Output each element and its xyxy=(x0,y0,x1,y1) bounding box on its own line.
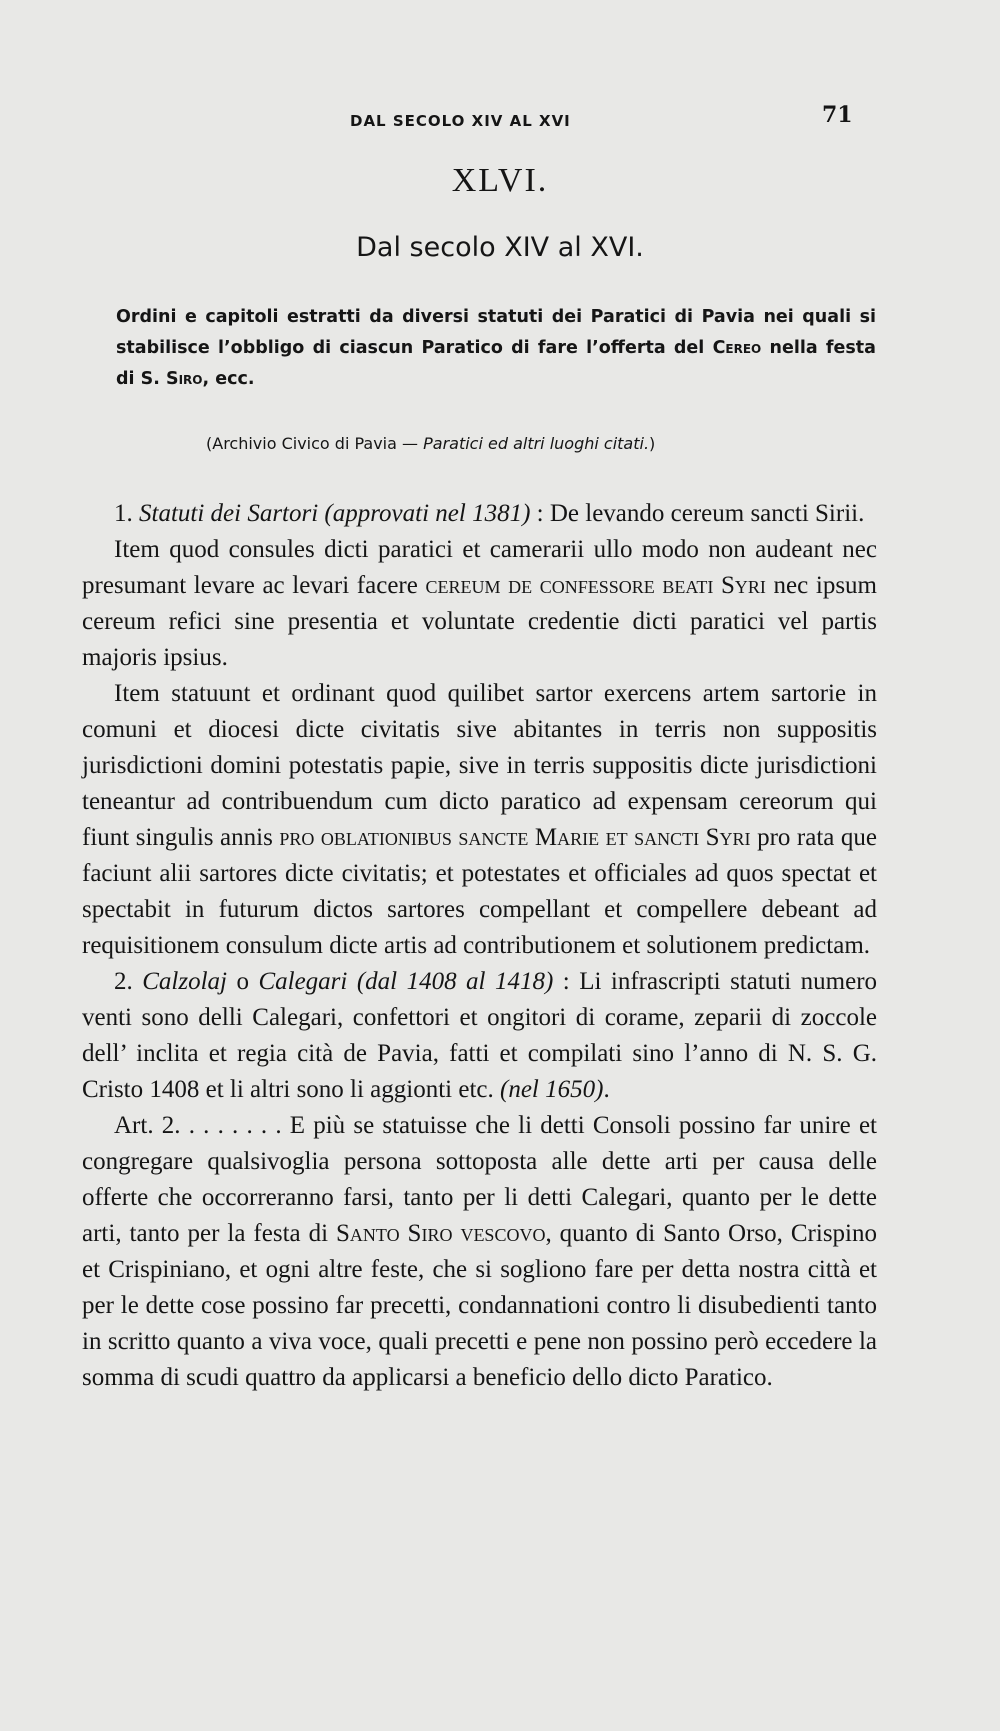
page-number: 71 xyxy=(822,102,853,128)
item-heading: Statuti dei Sartori (approvati nel 1381) xyxy=(139,500,531,527)
summary-s: S. xyxy=(140,369,160,389)
source-italic: Paratici ed altri luoghi citati. xyxy=(423,434,650,453)
paragraph-1 xyxy=(82,496,877,532)
paragraph-text: Item statuunt et ordinant quod quilibet sartor exercens artem sartorie in comuni et diocesi dicte civitatis sive abitantes in terris non suppositis jurisdictioni domini potestatis papie, sive in terris suppositis dicte jurisdictioni teneantur ad contribuendum cum dicto paratico ad expensam cereorum qui fiunt singulis annis xyxy=(82,680,877,851)
body-text xyxy=(82,496,877,1396)
paragraph-text: , quanto di Santo Orso, Crispino et Crispiniano, et ogni altre feste, che si sogliono fare per detta nostra città et per le dette cose possino far precetti, condannationi contro li disubedienti tanto in scritto quanto a viva voce, quali precetti e pene non possino però eccedere la somma di scudi quattro da applicarsi a beneficio dello dicto Paratico. xyxy=(82,1220,877,1391)
paragraph-text: . xyxy=(603,1076,610,1103)
source-prefix: (Archivio Civico di Pavia — xyxy=(206,434,424,453)
item-number: 2. xyxy=(114,968,143,995)
running-header: DAL SECOLO XIV AL XVI xyxy=(350,112,571,130)
paragraph-text: : Li infrascripti statuti numero venti sono delli Calegari, confettori et ongitori di corame, zeparii di zoccole dell’ inclita et regia cità de Pavia, fatti et compilati sino l’anno di N. S. G. Cristo 1408 et li altri sono li aggionti etc. xyxy=(82,968,878,1103)
source-suffix: ) xyxy=(649,434,656,453)
paragraph-smallcaps: pro oblationibus sancte Marie et sancti Syri xyxy=(279,824,751,851)
summary-siro: Siro xyxy=(165,369,203,389)
summary-text-3: , ecc. xyxy=(202,369,255,389)
paragraph-2 xyxy=(82,532,877,676)
item-number: 1. xyxy=(114,500,139,527)
paragraph-4 xyxy=(82,964,877,1108)
paragraph-5 xyxy=(82,1108,877,1396)
source-citation xyxy=(206,434,886,453)
paragraph-text: Item quod consules dicti paratici et camerarii ullo modo non audeant nec presumant levare ac levari facere xyxy=(82,536,877,599)
section-title: Dal secolo XIV al XVI. xyxy=(356,232,644,263)
paragraph-smallcaps: Syri xyxy=(721,572,766,599)
paragraph-smallcaps: cereum de confessore beati xyxy=(425,572,714,599)
paragraph-text xyxy=(713,572,721,599)
paragraph-text: Art. 2. . . . . . . . E più se statuisse che li detti Consoli possino far unire et congregare qualsivoglia persona sottoposta alle dette arti per causa delle offerte che occorreranno farsi, tanto per li detti Calegari, quanto per le dette arti, tanto per la festa di xyxy=(82,1112,877,1247)
paragraph-text: : De levando cereum sancti Sirii. xyxy=(530,500,865,527)
item-heading: Calzolaj xyxy=(142,968,227,995)
section-number: XLVI. xyxy=(451,162,549,199)
summary-cereo: Cereo xyxy=(712,338,762,358)
paragraph-text: pro rata que faciunt alii sartores dicte civitatis; et potestates et officiales ad quos spectat et spectabit in futurum dictos sartores compellant et compellere debeant ad requisitionem consulum dicte artis ad contributionem et solutionem predictam. xyxy=(82,824,877,959)
paragraph-text: nec ipsum cereum refici sine presentia et voluntate credentie dicti paratici vel partis majoris ipsius. xyxy=(82,572,877,671)
paragraph-text: o xyxy=(226,968,259,995)
summary-text-2: nella festa di xyxy=(116,338,876,389)
paragraph-italic: (nel 1650) xyxy=(500,1076,604,1103)
paragraph-smallcaps: Santo Siro vescovo xyxy=(336,1220,546,1247)
summary-text: Ordini e capitoli estratti da diversi statuti dei Paratici di Pavia nei quali si stabilisce l’obbligo di ciascun Paratico di fare l’offerta del xyxy=(116,307,876,358)
item-heading-2: Calegari (dal 1408 al 1418) xyxy=(258,968,554,995)
section-summary xyxy=(116,302,876,395)
paragraph-3 xyxy=(82,676,877,964)
